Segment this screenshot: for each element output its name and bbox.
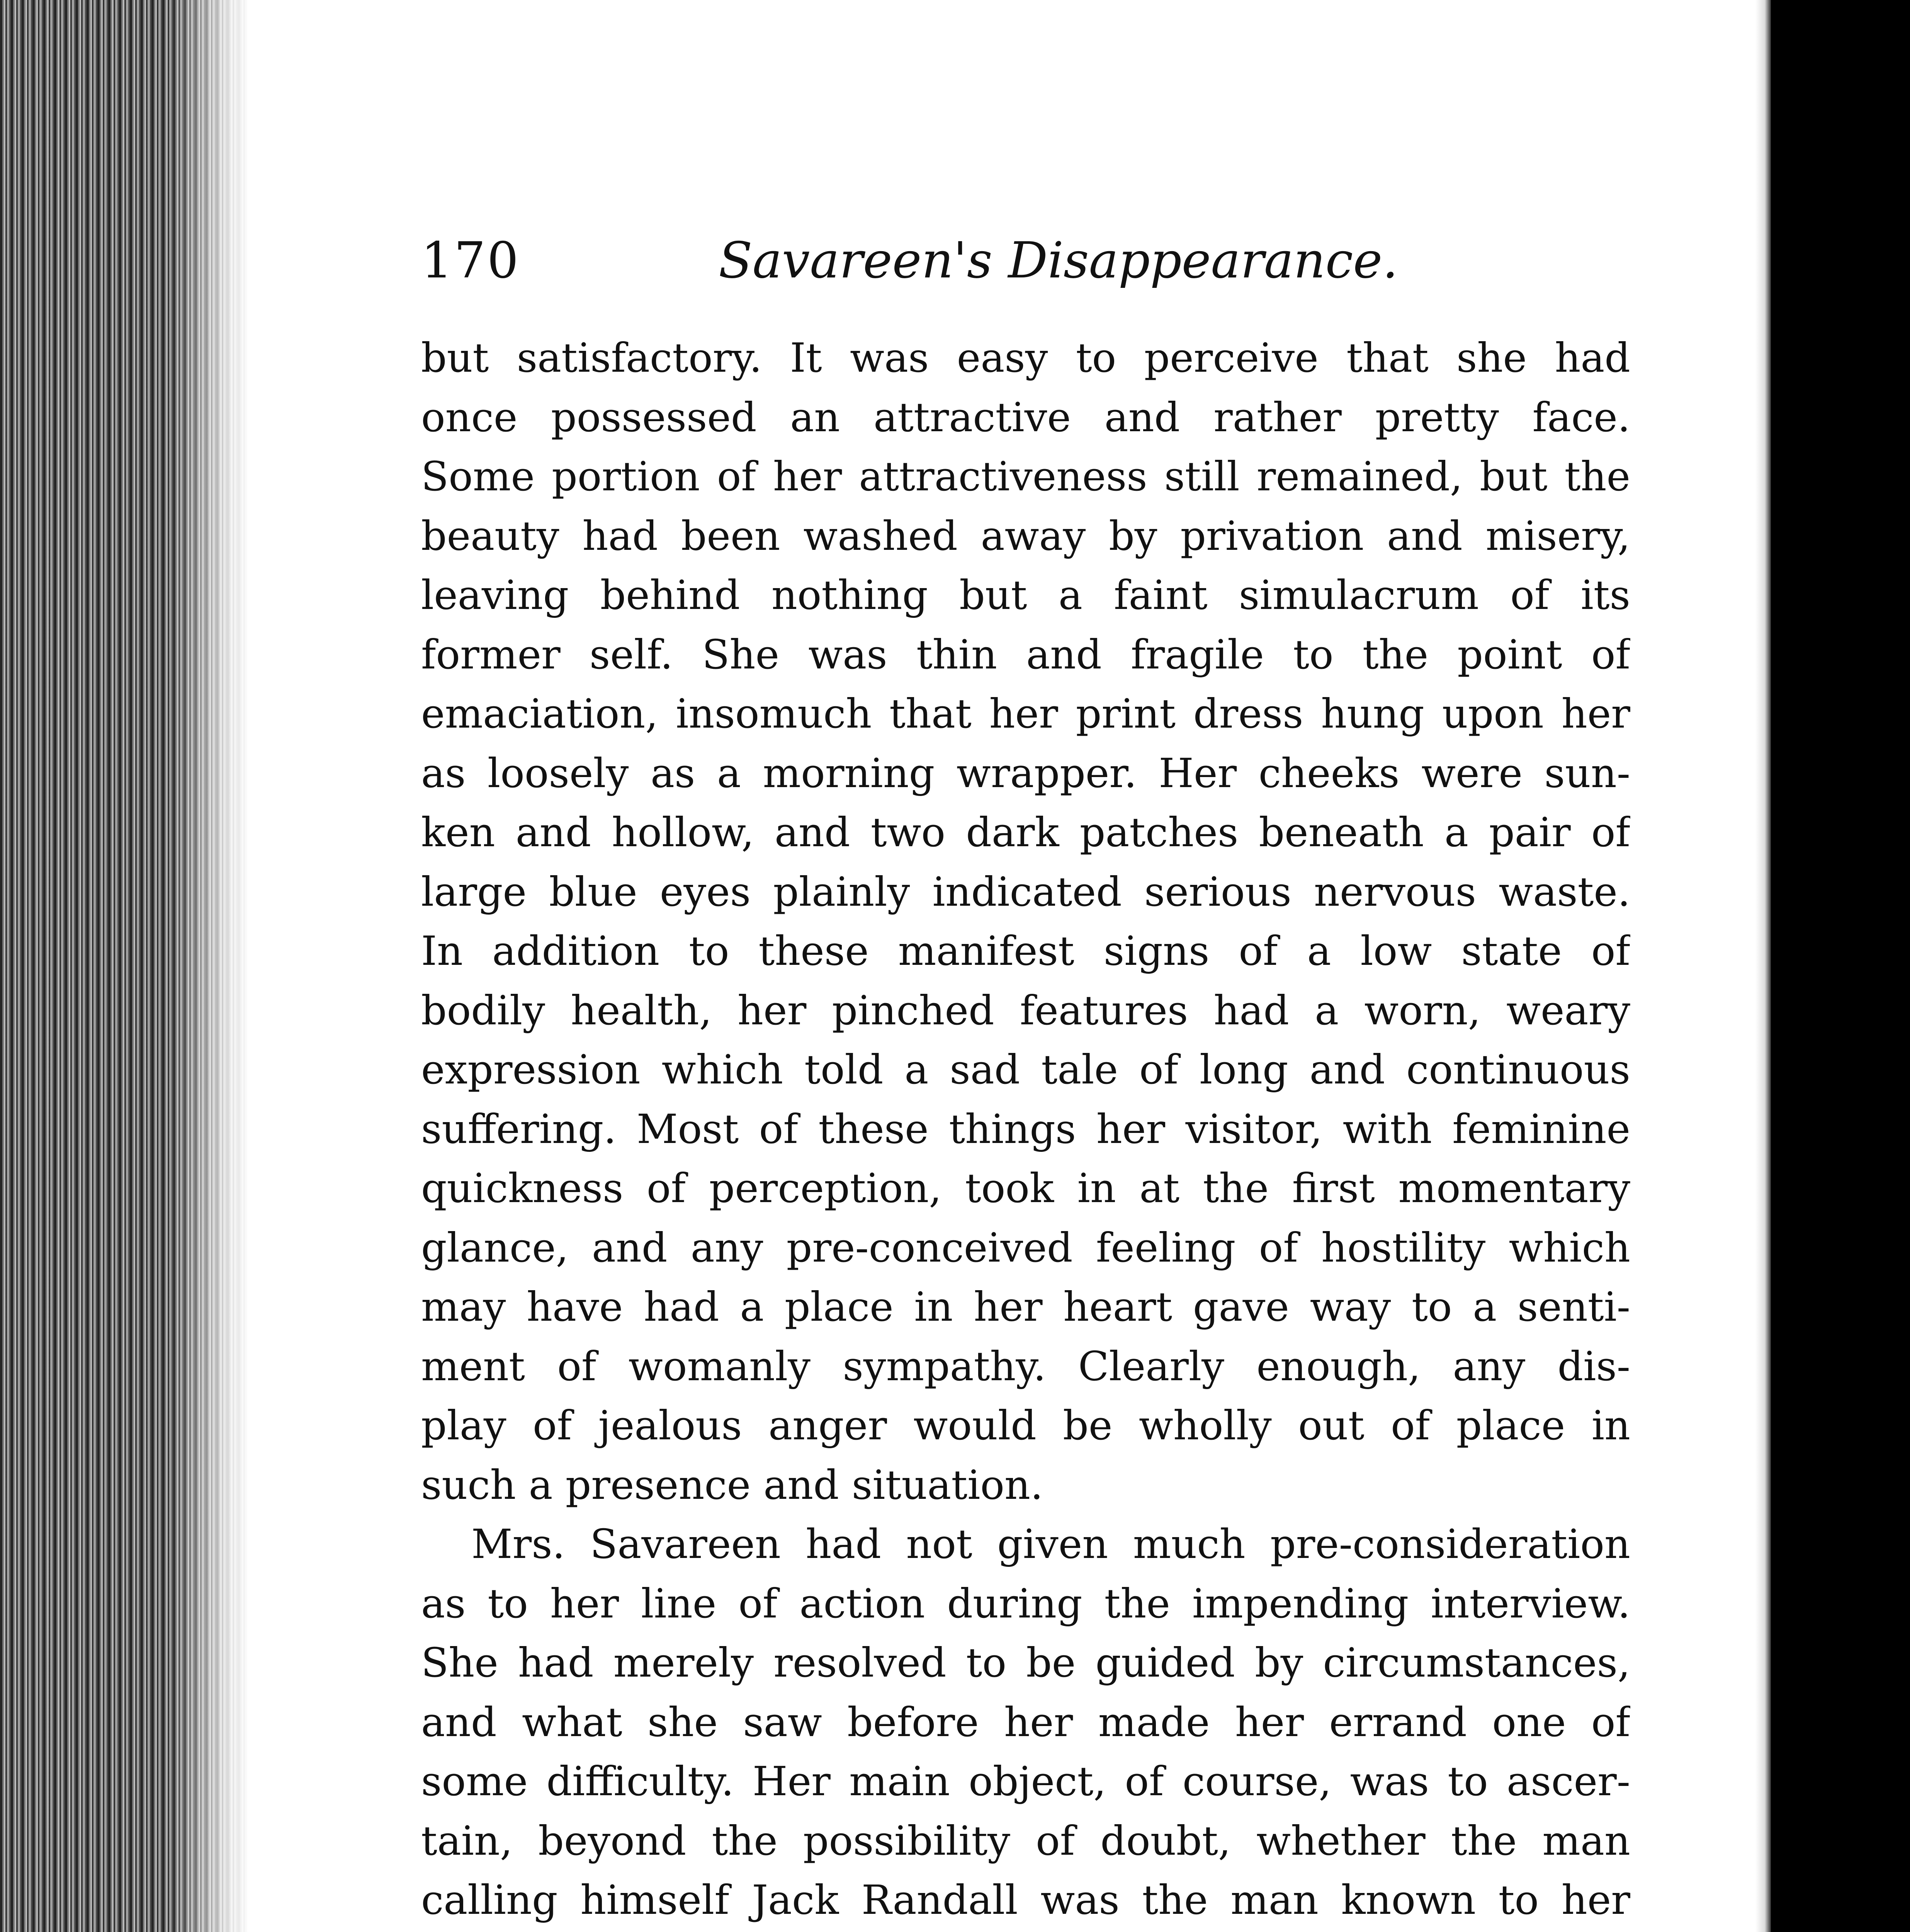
text-line: former self. She was thin and fragile to the point of — [421, 631, 1630, 678]
text-line: emaciation, insomuch that her print dress hung upon her — [421, 690, 1630, 737]
body-text — [421, 328, 1630, 1932]
text-line: beauty had been washed away by privation and misery, — [421, 512, 1630, 560]
text-line: some difficulty. Her main object, of course, was to ascer- — [421, 1758, 1630, 1805]
page-number: 170 — [421, 232, 520, 289]
text-line: Some portion of her attractiveness still remained, but the — [421, 453, 1630, 500]
text-line — [421, 1930, 1630, 1932]
text-line: In addition to these manifest signs of a low state of — [421, 927, 1630, 975]
text-line: glance, and any pre-conceived feeling of hostility which — [421, 1224, 1630, 1271]
text-line: quickness of perception, took in at the first momentary — [421, 1165, 1630, 1212]
text-line: She had merely resolved to be guided by circumstances, — [421, 1639, 1630, 1686]
text-line: suffering. Most of these things her visitor, with feminine — [421, 1105, 1630, 1153]
text-line: leaving behind nothing but a faint simulacrum of its — [421, 571, 1630, 619]
text-line: ment of womanly sympathy. Clearly enough, any dis- — [421, 1342, 1630, 1390]
text-line: tain, beyond the possibility of doubt, whether the man — [421, 1817, 1630, 1864]
text-line: but satisfactory. It was easy to perceive that she had — [421, 334, 1630, 381]
text-line: may have had a place in her heart gave way to a senti- — [421, 1283, 1630, 1330]
text-line: play of jealous anger would be wholly out of place in — [421, 1402, 1630, 1449]
text-line: expression which told a sad tale of long and continuous — [421, 1046, 1630, 1093]
text-line: and what she saw before her made her errand one of — [421, 1698, 1630, 1746]
page-right-edge — [1755, 0, 1771, 1932]
text-line: as loosely as a morning wrapper. Her cheeks were sun- — [421, 749, 1630, 797]
text-line: ken and hollow, and two dark patches beneath a pair of — [421, 809, 1630, 856]
text-line: once possessed an attractive and rather pretty face. — [421, 393, 1630, 441]
text-line: as to her line of action during the impending interview. — [421, 1580, 1630, 1627]
text-line: Mrs. Savareen had not given much pre-consideration — [471, 1520, 1630, 1568]
running-title: Savareen's Disappearance. — [719, 232, 1398, 289]
text-line: bodily health, her pinched features had a worn, weary — [421, 986, 1630, 1034]
page-header — [421, 232, 1634, 309]
spine-shadow — [170, 0, 255, 1932]
text-line: such a presence and situation. — [421, 1461, 1043, 1509]
scan-right-border — [1771, 0, 1910, 1932]
text-line: calling himself Jack Randall was the man known to her — [421, 1876, 1630, 1923]
text-line: large blue eyes plainly indicated serious nervous waste. — [421, 868, 1630, 915]
